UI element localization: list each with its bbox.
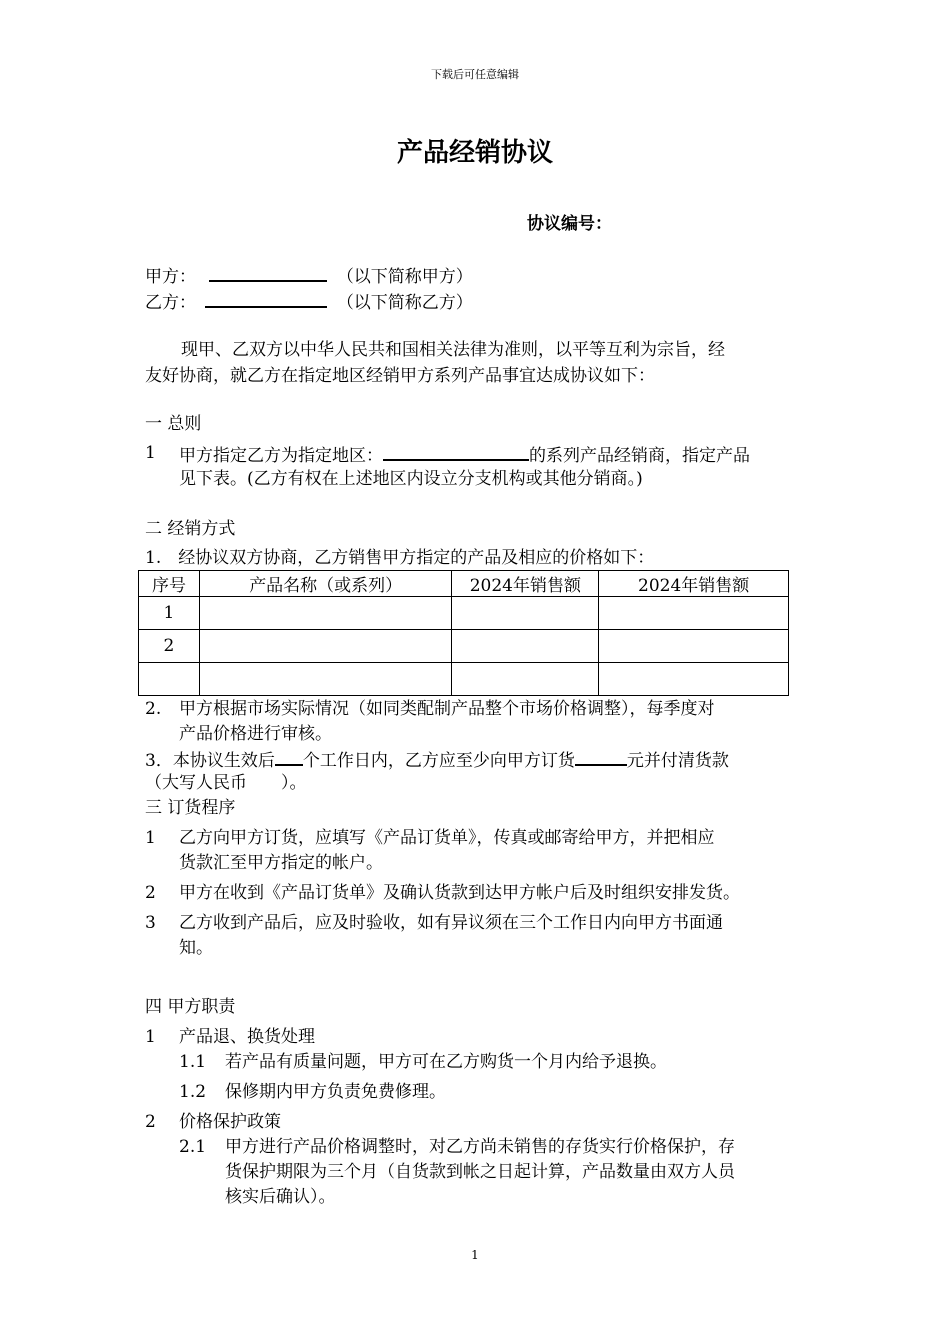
header-cell-sales-1: 2024年销售额: [452, 571, 599, 597]
s4-item2-1-line2: 货保护期限为三个月（自货款到帐之日起计算，产品数量由双方人员: [225, 1162, 735, 1182]
s3-item1-number: 1: [145, 828, 156, 848]
page-header: 下载后可任意编辑: [431, 68, 519, 81]
s2-item3-text-c: 元并付清货款: [626, 751, 729, 771]
s3-item3-number: 3: [145, 913, 156, 933]
s2-item2-line2: 产品价格进行审核。: [179, 724, 332, 744]
section-1-heading: 一 总则: [145, 414, 202, 434]
s2-item2-line1: 甲方根据市场实际情况（如同类配制产品整个市场价格调整），每季度对: [179, 699, 715, 719]
s3-item3-line2: 知。: [179, 938, 213, 958]
s1-item1-number: 1: [145, 443, 156, 463]
party-a-line: [145, 262, 473, 289]
s4-item1: 产品退、换货处理: [179, 1027, 315, 1047]
party-b-note: （以下简称乙方）: [336, 293, 473, 313]
s3-item3-line1: 乙方收到产品后，应及时验收，如有异议须在三个工作日内向甲方书面通: [179, 913, 723, 933]
header-cell-sales-2: 2024年销售额: [599, 571, 789, 597]
s3-item2: 甲方在收到《产品订货单》及确认货款到达甲方帐户后及时组织安排发货。: [179, 883, 740, 903]
s2-item3-line1: [145, 746, 729, 773]
s3-item2-number: 2: [145, 883, 156, 903]
s2-item1: 1. 经协议双方协商，乙方销售甲方指定的产品及相应的价格如下：: [145, 548, 655, 568]
table-cell[interactable]: [199, 663, 452, 696]
s4-item2-1-line1: 甲方进行产品价格调整时，对乙方尚未销售的存货实行价格保护，存: [225, 1137, 735, 1157]
section-3-heading: 三 订货程序: [145, 798, 236, 818]
s4-item2-1-line3: 核实后确认）。: [225, 1187, 336, 1207]
workdays-blank[interactable]: [275, 746, 303, 766]
table-cell: [139, 663, 200, 696]
table-cell[interactable]: [599, 597, 789, 630]
s1-item1-text-a: 甲方指定乙方为指定地区：: [179, 446, 383, 466]
section-2-heading: 二 经销方式: [145, 519, 236, 539]
s4-item1-1-number: 1.1: [179, 1052, 207, 1072]
s4-item1-2: 保修期内甲方负责免费修理。: [225, 1082, 446, 1102]
table-cell[interactable]: [199, 630, 452, 663]
agreement-number-label: 协议编号：: [527, 214, 612, 234]
s4-item2-1-number: 2.1: [179, 1137, 207, 1157]
table-cell[interactable]: [599, 630, 789, 663]
table-row: [139, 663, 789, 696]
table-cell[interactable]: [452, 663, 599, 696]
table-cell: 1: [139, 597, 200, 630]
table-cell[interactable]: [452, 630, 599, 663]
s4-item1-2-number: 1.2: [179, 1082, 207, 1102]
intro-line-2: 友好协商，就乙方在指定地区经销甲方系列产品事宜达成协议如下：: [145, 366, 655, 386]
s4-item2: 价格保护政策: [179, 1112, 281, 1132]
s2-item3-text-a: 3．本协议生效后: [145, 751, 275, 771]
party-b-blank[interactable]: [205, 288, 327, 308]
table-cell[interactable]: [199, 597, 452, 630]
table-cell[interactable]: [452, 597, 599, 630]
party-b-line: [145, 288, 473, 315]
party-b-label: 乙方：: [145, 293, 196, 313]
section-4-heading: 四 甲方职责: [145, 997, 236, 1017]
s3-item1-line2: 货款汇至甲方指定的帐户。: [179, 853, 383, 873]
header-cell-index: 序号: [139, 571, 200, 597]
header-cell-product: 产品名称（或系列）: [199, 571, 452, 597]
s4-item1-number: 1: [145, 1027, 156, 1047]
party-a-label: 甲方：: [145, 267, 196, 287]
page-number: 1: [471, 1248, 479, 1262]
table-row: [139, 630, 789, 663]
intro-line-1: 现甲、乙双方以中华人民共和国相关法律为准则，以平等互利为宗旨，经: [181, 340, 725, 360]
amount-blank[interactable]: [575, 746, 627, 766]
product-table: [138, 570, 789, 696]
table-row: [139, 597, 789, 630]
table-cell: 2: [139, 630, 200, 663]
s1-item1-line1: [179, 441, 750, 468]
s2-item2-number: 2.: [145, 699, 162, 719]
s3-item1-line1: 乙方向甲方订货，应填写《产品订货单》，传真或邮寄给甲方，并把相应: [179, 828, 715, 848]
s4-item2-number: 2: [145, 1112, 156, 1132]
s2-item3-text-b: 个工作日内，乙方应至少向甲方订货: [302, 751, 575, 771]
document-title: 产品经销协议: [396, 138, 553, 168]
s4-item1-1: 若产品有质量问题，甲方可在乙方购货一个月内给予退换。: [225, 1052, 667, 1072]
table-cell[interactable]: [599, 663, 789, 696]
region-blank[interactable]: [383, 441, 529, 461]
s1-item1-text-b: 的系列产品经销商，指定产品: [529, 446, 750, 466]
table-header-row: [139, 571, 789, 597]
party-a-blank[interactable]: [209, 262, 327, 282]
s1-item1-line2: 见下表。(乙方有权在上述地区内设立分支机构或其他分销商。): [179, 469, 643, 489]
s2-item3-line2: （大写人民币 ）。: [145, 773, 307, 793]
party-a-note: （以下简称甲方）: [336, 267, 473, 287]
